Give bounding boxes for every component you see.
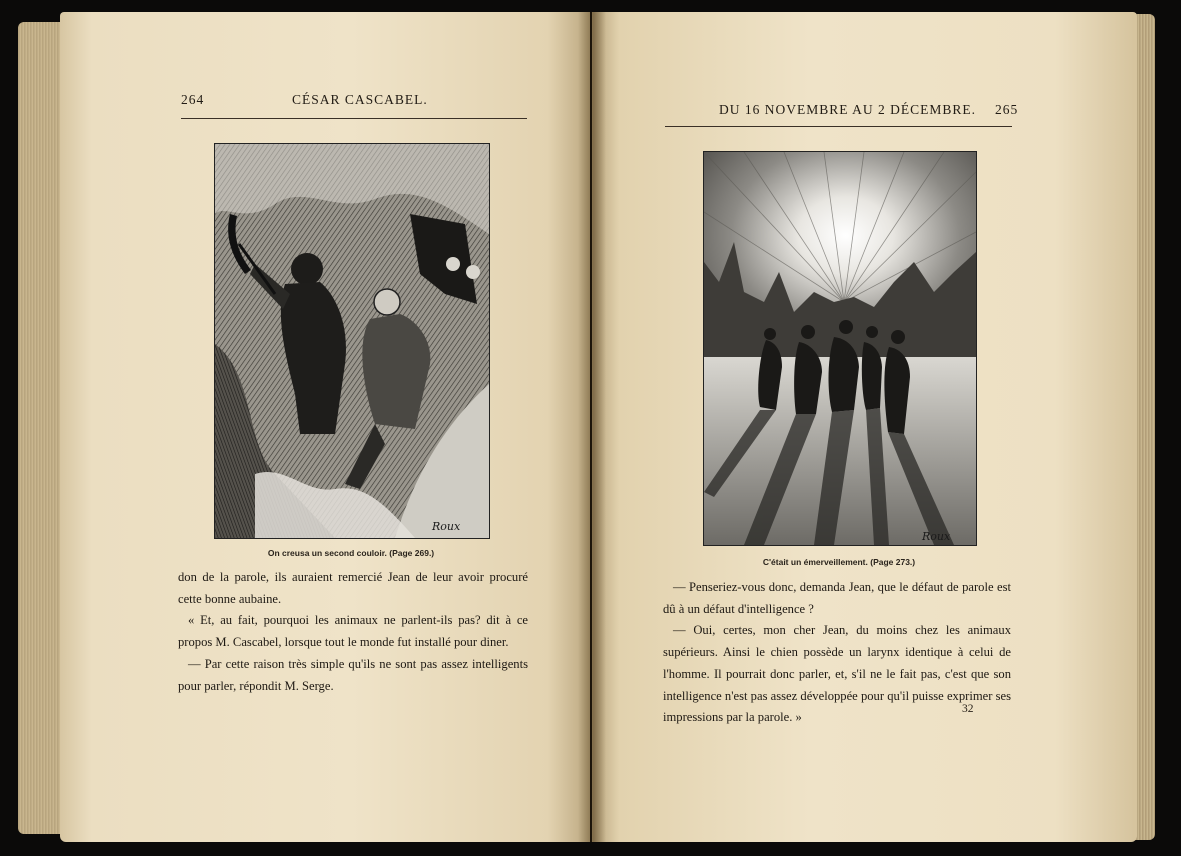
- right-running-title: DU 16 NOVEMBRE AU 2 DÉCEMBRE.: [719, 102, 977, 117]
- right-illustration: [703, 151, 977, 546]
- left-page-number: 264: [181, 92, 205, 107]
- book-spine-shadow: [578, 12, 606, 842]
- left-header-rule: [181, 118, 527, 119]
- engraving-figures-before-sunburst-icon: [704, 152, 976, 545]
- right-page-number: 265: [995, 102, 1019, 117]
- printer-signature-mark: 32: [962, 703, 974, 715]
- left-running-title: CÉSAR CASCABEL.: [292, 92, 428, 107]
- right-paragraph-2: — Oui, certes, mon cher Jean, du moins chez les animaux supérieurs. Ainsi le chien possède un larynx identique à celui de l'homme. Il pourrait donc parler, et, s'il ne le fait pas, c'est que son intelligence n'est pas assez développée pour qu'il puisse exprimer ses impressions par la parole. »: [663, 623, 1011, 725]
- left-paragraph-2: « Et, au fait, pourquoi les animaux ne parlent-ils pas? dit à ce propos M. Cascabel, lorsque tout le monde fut installé pour diner.: [178, 613, 528, 650]
- left-body-text: [178, 567, 528, 697]
- left-paragraph-3: — Par cette raison très simple qu'ils ne sont pas assez intelligents pour parler, répondit M. Serge.: [178, 656, 528, 693]
- right-illustration-caption: C'était un émerveillement. (Page 273.): [762, 557, 916, 567]
- right-paragraph-1: — Penseriez-vous donc, demanda Jean, que le défaut de parole est dû à un défaut d'intelligence ?: [663, 580, 1011, 616]
- left-paragraph-1: don de la parole, ils auraient remercié Jean de leur avoir procuré cette bonne aubaine.: [178, 570, 528, 606]
- left-illustration-caption: On creusa un second couloir. (Page 269.): [267, 548, 435, 558]
- right-header-rule: [665, 126, 1012, 127]
- right-artist-signature: Roux: [922, 530, 951, 543]
- engraving-miners-with-pickaxe-icon: [215, 144, 489, 538]
- right-body-text: [663, 577, 1011, 729]
- left-illustration: [214, 143, 490, 539]
- left-artist-signature: Roux: [432, 520, 461, 533]
- left-page-edges: [18, 22, 64, 834]
